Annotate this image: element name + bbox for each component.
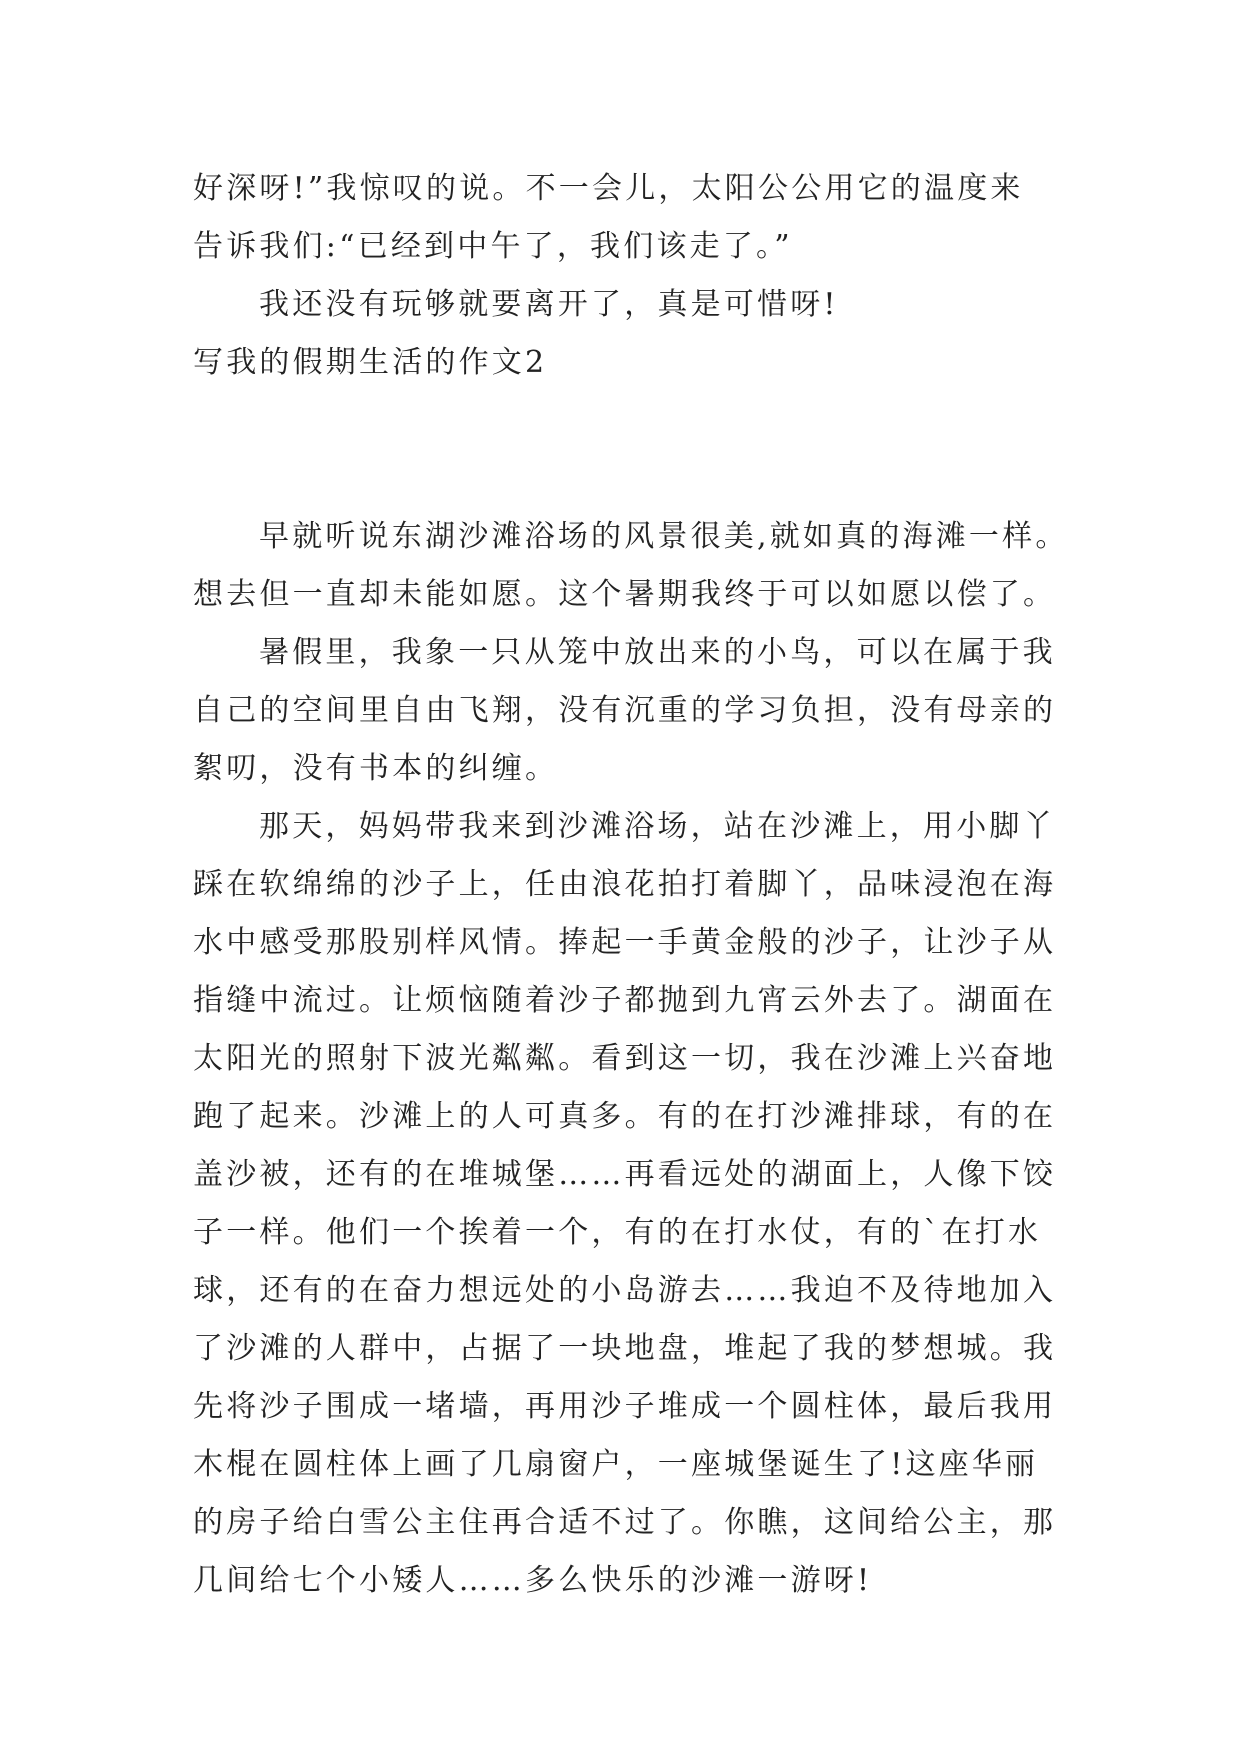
text-line: 絮叨，没有书本的纠缠。 bbox=[193, 751, 559, 786]
text-line: 好深呀!”我惊叹的说。不一会儿，太阳公公用它的温度来 bbox=[193, 171, 1024, 206]
text-line: 指缝中流过。让烦恼随着沙子都抛到九宵云外去了。湖面在 bbox=[193, 983, 1057, 1018]
text-line: 早就听说东湖沙滩浴场的风景很美,就如真的海滩一样。 bbox=[259, 519, 1069, 554]
paragraph-1 bbox=[193, 508, 1069, 624]
text-line: 水中感受那股别样风情。捧起一手黄金般的沙子，让沙子从 bbox=[193, 925, 1057, 960]
text-line: 自己的空间里自由飞翔，没有沉重的学习负担，没有母亲的 bbox=[193, 693, 1057, 728]
paragraph-3 bbox=[193, 798, 1063, 1610]
text-line: 太阳光的照射下波光粼粼。看到这一切，我在沙滩上兴奋地 bbox=[193, 1041, 1057, 1076]
blank-space bbox=[193, 392, 1063, 508]
text-line: 踩在软绵绵的沙子上，任由浪花拍打着脚丫，品味浸泡在海 bbox=[193, 867, 1057, 902]
text-line: 盖沙被，还有的在堆城堡……再看远处的湖面上，人像下饺 bbox=[193, 1157, 1057, 1192]
text-line: 先将沙子围成一堵墙，再用沙子堆成一个圆柱体，最后我用 bbox=[193, 1389, 1057, 1424]
text-line: 的房子给白雪公主住再合适不过了。你瞧，这间给公主，那 bbox=[193, 1505, 1057, 1540]
paragraph-closing bbox=[193, 276, 1063, 334]
text-line: 了沙滩的人群中，占据了一块地盘，堆起了我的梦想城。我 bbox=[193, 1331, 1057, 1366]
text-line: 跑了起来。沙滩上的人可真多。有的在打沙滩排球，有的在 bbox=[193, 1099, 1057, 1134]
paragraph-continued bbox=[193, 160, 1063, 276]
text-line: 木棍在圆柱体上画了几扇窗户，一座城堡诞生了!这座华丽 bbox=[193, 1447, 1039, 1482]
text-line: 我还没有玩够就要离开了，真是可惜呀! bbox=[259, 287, 839, 322]
text-line: 几间给七个小矮人……多么快乐的沙滩一游呀! bbox=[193, 1563, 873, 1598]
text-line: 球，还有的在奋力想远处的小岛游去……我迫不及待地加入 bbox=[193, 1273, 1057, 1308]
essay-body bbox=[193, 160, 1069, 1610]
text-line: 告诉我们:“已经到中午了，我们该走了。” bbox=[193, 229, 793, 264]
text-line: 暑假里，我象一只从笼中放出来的小鸟，可以在属于我 bbox=[259, 635, 1056, 670]
text-line: 子一样。他们一个挨着一个，有的在打水仗，有的`在打水 bbox=[193, 1215, 1042, 1250]
text-line: 想去但一直却未能如愿。这个暑期我终于可以如愿以偿了。 bbox=[193, 577, 1057, 612]
paragraph-2 bbox=[193, 624, 1063, 798]
text-line: 那天，妈妈带我来到沙滩浴场，站在沙滩上，用小脚丫 bbox=[259, 809, 1056, 844]
essay-heading: 写我的假期生活的作文2 bbox=[193, 345, 548, 380]
